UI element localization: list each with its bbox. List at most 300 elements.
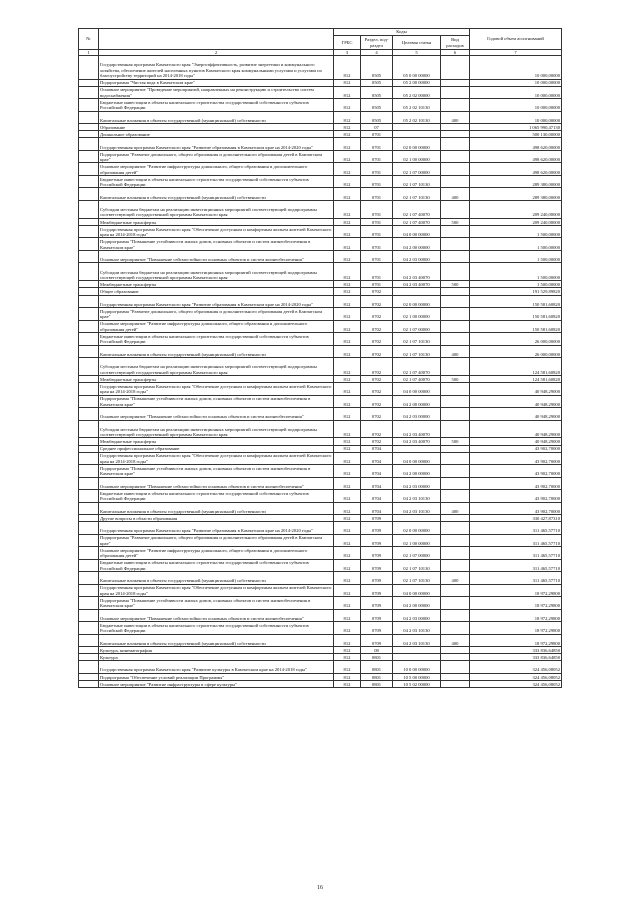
row-razdel: 0801 — [361, 654, 393, 661]
header-sum: Годовой объем ассигнований — [470, 29, 562, 50]
row-name: Субсидии местным бюджетам на реализацию инвестиционных мероприятий соответствующей подпрограммы соответствующей государственной программы Камчатского края — [99, 200, 334, 218]
row-target-article: 04 0 00 00000 — [393, 452, 441, 465]
column-number: 4 — [361, 50, 393, 56]
row-name: Государственная программа Камчатского края "Обеспечение доступным и комфортным жильем жителей Камчатского края на 2014-2018 годы" — [99, 383, 334, 396]
row-sum: 1 500,00000 — [470, 281, 562, 288]
row-sum: 191 529,89820 — [470, 288, 562, 295]
row-target-article: 05 2 02 10130 — [393, 99, 441, 112]
row-name: Основное мероприятие "Повышение сейсмостойкости основных объектов и систем жизнеобеспечения" — [99, 609, 334, 622]
row-name: Межбюджетные трансферты — [99, 281, 334, 288]
row-expense-type — [441, 680, 470, 687]
row-expense-type: 400 — [441, 502, 470, 515]
row-expense-type — [441, 131, 470, 138]
row-sum: 330 427,87310 — [470, 515, 562, 522]
table-row — [79, 395, 562, 408]
row-target-article: 02 1 07 10130 — [393, 559, 441, 572]
row-number — [79, 345, 99, 358]
row-name: Государственная программа Камчатского края "Энергоэффективность, развитие энергетики и коммунального хозяйства, обеспечение жителей населенных пунктов Камчатского края коммунальными услугами и услугами по благоустройству территорий на 2014-2018 годы" — [99, 56, 334, 79]
row-expense-type: 500 — [441, 438, 470, 445]
row-expense-type — [441, 263, 470, 281]
row-target-article: 02 1 00 00000 — [393, 308, 441, 321]
table-row — [79, 308, 562, 321]
row-razdel: 0505 — [361, 111, 393, 124]
budget-table — [78, 28, 562, 688]
row-number — [79, 445, 99, 452]
row-name: Субсидии местным бюджетам на реализацию инвестиционных мероприятий соответствующей подпрограммы соответствующей государственной программы Камчатского края — [99, 358, 334, 376]
row-sum: 10 000,00000 — [470, 86, 562, 99]
table-row — [79, 597, 562, 610]
table-row — [79, 320, 562, 333]
row-grbs: 812 — [334, 163, 361, 176]
row-grbs: 812 — [334, 634, 361, 647]
table-row — [79, 438, 562, 445]
table-row — [79, 86, 562, 99]
row-name: Государственная программа Камчатского края "Обеспечение доступным и комфортным жильем жителей Камчатского края на 2014-2018 годы" — [99, 225, 334, 238]
row-number — [79, 250, 99, 263]
row-target-article: 10 5 02 00000 — [393, 680, 441, 687]
column-number: 5 — [393, 50, 441, 56]
row-razdel: 0702 — [361, 420, 393, 438]
row-razdel: 0702 — [361, 288, 393, 295]
row-razdel: 0709 — [361, 622, 393, 635]
row-name: Государственная программа Камчатского края "Обеспечение доступным и комфортным жильем жителей Камчатского края на 2014-2018 годы" — [99, 452, 334, 465]
row-razdel: 0702 — [361, 383, 393, 396]
row-razdel: 0709 — [361, 547, 393, 560]
row-sum: 18 972,29800 — [470, 584, 562, 597]
row-name: Бюджетные инвестиции в объекты капитального строительства государственной собственности субъектов Российской Федерации — [99, 559, 334, 572]
row-target-article: 04 2 00 00000 — [393, 238, 441, 251]
row-number — [79, 288, 99, 295]
row-expense-type — [441, 308, 470, 321]
table-row — [79, 465, 562, 478]
row-sum: 1 500,00000 — [470, 225, 562, 238]
row-sum: 1 065 990,47130 — [470, 124, 562, 131]
row-name: Основное мероприятие "Повышение сейсмостойкости основных объектов и систем жизнеобеспечения" — [99, 477, 334, 490]
row-name: Межбюджетные трансферты — [99, 438, 334, 445]
row-razdel: 0702 — [361, 358, 393, 376]
row-target-article: 05 2 02 10130 — [393, 111, 441, 124]
table-row — [79, 445, 562, 452]
table-row — [79, 661, 562, 674]
row-razdel: 0505 — [361, 79, 393, 86]
table-row — [79, 218, 562, 225]
row-target-article: 05 0 00 00000 — [393, 56, 441, 79]
row-target-article: 02 0 00 00000 — [393, 138, 441, 151]
row-target-article: 05 2 00 00000 — [393, 79, 441, 86]
row-name: Бюджетные инвестиции в объекты капитального строительства государственной собственности субъектов Российской Федерации — [99, 622, 334, 635]
row-target-article: 02 0 00 00000 — [393, 295, 441, 308]
row-number — [79, 647, 99, 654]
row-name: Основное мероприятие "Развитие инфраструктуры дошкольного, общего образования и дополнительного образования детей" — [99, 320, 334, 333]
row-number — [79, 522, 99, 535]
row-expense-type: 500 — [441, 218, 470, 225]
row-grbs: 812 — [334, 238, 361, 251]
row-sum: 311 465,57710 — [470, 522, 562, 535]
row-razdel: 0701 — [361, 218, 393, 225]
row-target-article: 02 1 07 40070 — [393, 200, 441, 218]
row-sum: 40 948,29000 — [470, 420, 562, 438]
row-expense-type — [441, 56, 470, 79]
table-row — [79, 680, 562, 687]
row-target-article: 02 1 07 10130 — [393, 333, 441, 346]
row-expense-type: 400 — [441, 572, 470, 585]
row-expense-type — [441, 597, 470, 610]
table-row — [79, 502, 562, 515]
row-sum: 43 902,70000 — [470, 452, 562, 465]
row-sum: 311 465,57710 — [470, 559, 562, 572]
row-number — [79, 395, 99, 408]
table-row — [79, 559, 562, 572]
table-row — [79, 138, 562, 151]
row-razdel: 0702 — [361, 375, 393, 382]
row-razdel: 0702 — [361, 395, 393, 408]
row-expense-type — [441, 609, 470, 622]
row-razdel: 0709 — [361, 634, 393, 647]
table-row — [79, 654, 562, 661]
row-razdel: 0709 — [361, 609, 393, 622]
row-grbs: 812 — [334, 124, 361, 131]
row-number — [79, 477, 99, 490]
row-name: Подпрограмма "Повышение устойчивости жилых домов, основных объектов и систем жизнеобеспечения в Камчатском крае" — [99, 465, 334, 478]
table-row — [79, 673, 562, 680]
row-number — [79, 333, 99, 346]
row-grbs: 812 — [334, 345, 361, 358]
row-sum: 209 240,00000 — [470, 200, 562, 218]
row-razdel: 0701 — [361, 138, 393, 151]
row-sum: 18 972,29800 — [470, 634, 562, 647]
row-grbs: 812 — [334, 502, 361, 515]
row-razdel: 0801 — [361, 673, 393, 680]
row-grbs: 812 — [334, 647, 361, 654]
row-expense-type — [441, 465, 470, 478]
row-sum: 311 465,57710 — [470, 547, 562, 560]
row-name: Основное мероприятие "Развитие инфраструктуры дошкольного, общего образования и дополнительного образования детей" — [99, 547, 334, 560]
row-grbs: 812 — [334, 358, 361, 376]
table-row — [79, 288, 562, 295]
table-row — [79, 111, 562, 124]
row-name: Другие вопросы в области образования — [99, 515, 334, 522]
row-name: Основное мероприятие "Развитие инфраструктуры дошкольного, общего образования и дополнительного образования детей" — [99, 163, 334, 176]
row-target-article: 04 2 03 10130 — [393, 622, 441, 635]
row-target-article: 04 2 03 40070 — [393, 438, 441, 445]
row-razdel: 0505 — [361, 86, 393, 99]
row-target-article — [393, 131, 441, 138]
table-row — [79, 150, 562, 163]
row-expense-type — [441, 490, 470, 503]
row-number — [79, 622, 99, 635]
row-sum: 40 948,29000 — [470, 438, 562, 445]
row-name: Межбюджетные трансферты — [99, 375, 334, 382]
row-grbs: 812 — [334, 263, 361, 281]
row-sum: 43 902,70000 — [470, 502, 562, 515]
row-number — [79, 124, 99, 131]
table-row — [79, 175, 562, 188]
row-expense-type — [441, 534, 470, 547]
row-sum: 43 902,70000 — [470, 477, 562, 490]
row-razdel: 0701 — [361, 238, 393, 251]
row-target-article: 04 2 00 00000 — [393, 465, 441, 478]
row-sum: 150 581,60820 — [470, 295, 562, 308]
row-expense-type — [441, 477, 470, 490]
table-row — [79, 647, 562, 654]
row-sum: 43 902,70000 — [470, 445, 562, 452]
row-grbs: 812 — [334, 408, 361, 421]
row-expense-type — [441, 333, 470, 346]
row-expense-type — [441, 547, 470, 560]
header-number: № — [79, 29, 99, 50]
header-razdel: Раздел, под-раздел — [361, 36, 393, 50]
row-grbs: 812 — [334, 465, 361, 478]
row-target-article: 02 1 07 00000 — [393, 320, 441, 333]
row-razdel: 0701 — [361, 225, 393, 238]
table-row — [79, 634, 562, 647]
row-name: Подпрограмма "Повышение устойчивости жилых домов, основных объектов и систем жизнеобеспечения в Камчатском крае" — [99, 597, 334, 610]
row-expense-type — [441, 559, 470, 572]
row-name: Государственная программа Камчатского края "Развитие образования в Камчатском крае на 2014-2020 годы" — [99, 522, 334, 535]
row-name: Капитальные вложения в объекты государственной (муниципальной) собственности — [99, 502, 334, 515]
row-sum: 1 500,00000 — [470, 250, 562, 263]
row-razdel: 0701 — [361, 131, 393, 138]
row-expense-type — [441, 445, 470, 452]
row-name: Культура, кинематография — [99, 647, 334, 654]
row-number — [79, 383, 99, 396]
header-codes: Коды — [334, 29, 470, 36]
row-name: Капитальные вложения в объекты государственной (муниципальной) собственности — [99, 188, 334, 201]
budget-table-page — [78, 28, 561, 688]
row-name: Капитальные вложения в объекты государственной (муниципальной) собственности — [99, 572, 334, 585]
column-number: 7 — [470, 50, 562, 56]
row-grbs: 812 — [334, 420, 361, 438]
row-razdel: 0709 — [361, 597, 393, 610]
row-razdel: 0709 — [361, 522, 393, 535]
row-razdel: 0505 — [361, 99, 393, 112]
row-grbs: 812 — [334, 86, 361, 99]
row-number — [79, 609, 99, 622]
row-target-article: 10 0 00 00000 — [393, 661, 441, 674]
table-row — [79, 79, 562, 86]
row-grbs: 812 — [334, 438, 361, 445]
table-row — [79, 584, 562, 597]
row-expense-type — [441, 138, 470, 151]
row-grbs: 812 — [334, 225, 361, 238]
row-target-article: 02 1 07 00000 — [393, 163, 441, 176]
row-target-article: 04 2 03 10130 — [393, 502, 441, 515]
row-razdel: 0701 — [361, 250, 393, 263]
row-number — [79, 86, 99, 99]
table-row — [79, 238, 562, 251]
row-target-article: 10 5 00 00000 — [393, 673, 441, 680]
row-target-article — [393, 515, 441, 522]
row-number — [79, 673, 99, 680]
row-number — [79, 163, 99, 176]
row-target-article — [393, 288, 441, 295]
row-razdel: 0704 — [361, 502, 393, 515]
table-row — [79, 522, 562, 535]
row-expense-type — [441, 79, 470, 86]
row-razdel: 0701 — [361, 163, 393, 176]
row-grbs: 812 — [334, 654, 361, 661]
row-expense-type — [441, 452, 470, 465]
table-row — [79, 333, 562, 346]
page-number: 16 — [317, 885, 323, 891]
row-razdel: 0704 — [361, 490, 393, 503]
row-number — [79, 597, 99, 610]
row-expense-type — [441, 295, 470, 308]
row-number — [79, 200, 99, 218]
row-number — [79, 559, 99, 572]
row-expense-type: 400 — [441, 345, 470, 358]
row-target-article: 02 1 00 00000 — [393, 534, 441, 547]
row-name: Бюджетные инвестиции в объекты капитального строительства государственной собственности субъектов Российской Федерации — [99, 333, 334, 346]
row-sum: 26 000,00000 — [470, 345, 562, 358]
row-name: Подпрограмма "Развитие дошкольного, общего образования и дополнительного образования детей в Камчатском крае" — [99, 150, 334, 163]
row-number — [79, 661, 99, 674]
row-number — [79, 263, 99, 281]
row-expense-type — [441, 175, 470, 188]
row-razdel: 0801 — [361, 661, 393, 674]
table-row — [79, 408, 562, 421]
row-number — [79, 547, 99, 560]
row-name: Подпрограмма "Повышение устойчивости жилых домов, основных объектов и систем жизнеобеспечения в Камчатском крае" — [99, 238, 334, 251]
row-grbs: 812 — [334, 622, 361, 635]
row-sum: 150 581,60820 — [470, 320, 562, 333]
row-grbs: 812 — [334, 308, 361, 321]
row-name: Бюджетные инвестиции в объекты капитального строительства государственной собственности субъектов Российской Федерации — [99, 490, 334, 503]
row-razdel: 0709 — [361, 534, 393, 547]
row-sum: 311 465,57710 — [470, 534, 562, 547]
row-expense-type — [441, 647, 470, 654]
row-number — [79, 420, 99, 438]
row-grbs: 812 — [334, 673, 361, 680]
row-target-article: 02 1 07 10130 — [393, 345, 441, 358]
row-razdel: 0709 — [361, 515, 393, 522]
table-row — [79, 200, 562, 218]
row-target-article — [393, 124, 441, 131]
row-razdel: 0709 — [361, 559, 393, 572]
row-target-article: 04 2 00 00000 — [393, 395, 441, 408]
row-razdel: 0702 — [361, 295, 393, 308]
table-row — [79, 263, 562, 281]
row-name: Образование — [99, 124, 334, 131]
row-number — [79, 99, 99, 112]
row-sum: 311 465,57710 — [470, 572, 562, 585]
row-number — [79, 295, 99, 308]
row-name: Государственная программа Камчатского края "Развитие образования в Камчатском крае на 2014-2020 годы" — [99, 295, 334, 308]
row-sum: 333 836,64850 — [470, 654, 562, 661]
table-row — [79, 163, 562, 176]
row-target-article: 02 1 07 10130 — [393, 175, 441, 188]
row-number — [79, 188, 99, 201]
row-razdel: 0709 — [361, 572, 393, 585]
row-target-article: 02 0 00 00000 — [393, 522, 441, 535]
row-number — [79, 225, 99, 238]
row-target-article — [393, 647, 441, 654]
row-sum: 40 948,29000 — [470, 408, 562, 421]
row-name: Субсидии местным бюджетам на реализацию инвестиционных мероприятий соответствующей подпрограммы соответствующей государственной программы Камчатского края — [99, 263, 334, 281]
table-row — [79, 534, 562, 547]
row-sum: 150 581,60820 — [470, 308, 562, 321]
row-grbs: 812 — [334, 584, 361, 597]
row-sum: 43 902,70000 — [470, 490, 562, 503]
row-expense-type — [441, 522, 470, 535]
row-number — [79, 408, 99, 421]
row-razdel: 0702 — [361, 438, 393, 445]
row-target-article: 04 0 00 00000 — [393, 383, 441, 396]
row-razdel: 0701 — [361, 200, 393, 218]
row-target-article: 02 1 07 00000 — [393, 547, 441, 560]
table-row — [79, 281, 562, 288]
row-expense-type — [441, 584, 470, 597]
row-number — [79, 502, 99, 515]
row-grbs: 812 — [334, 534, 361, 547]
row-sum: 324 456,08052 — [470, 673, 562, 680]
row-sum: 124 581,60820 — [470, 375, 562, 382]
row-grbs: 812 — [334, 281, 361, 288]
table-row — [79, 375, 562, 382]
row-target-article: 04 2 03 10130 — [393, 634, 441, 647]
table-row — [79, 452, 562, 465]
row-expense-type: 400 — [441, 188, 470, 201]
row-grbs: 812 — [334, 609, 361, 622]
row-name: Подпрограмма "Развитие дошкольного, общего образования и дополнительного образования детей в Камчатском крае" — [99, 308, 334, 321]
row-name: Государственная программа Камчатского края "Развитие культуры в Камчатском крае на 2014-2018 годы" — [99, 661, 334, 674]
row-razdel: 07 — [361, 124, 393, 131]
row-sum: 43 902,70000 — [470, 465, 562, 478]
table-row — [79, 345, 562, 358]
header-name — [99, 29, 334, 50]
row-sum: 26 000,00000 — [470, 333, 562, 346]
row-expense-type: 400 — [441, 111, 470, 124]
row-grbs: 812 — [334, 383, 361, 396]
row-target-article: 04 2 03 10130 — [393, 490, 441, 503]
table-row — [79, 124, 562, 131]
row-number — [79, 515, 99, 522]
table-row — [79, 515, 562, 522]
row-expense-type — [441, 383, 470, 396]
row-number — [79, 131, 99, 138]
row-name: Субсидии местным бюджетам на реализацию инвестиционных мероприятий соответствующей подпрограммы соответствующей государственной программы Камчатского края — [99, 420, 334, 438]
table-row — [79, 622, 562, 635]
row-sum: 18 972,29800 — [470, 597, 562, 610]
row-grbs: 812 — [334, 56, 361, 79]
row-name: Межбюджетные трансферты — [99, 218, 334, 225]
row-sum: 324 456,08052 — [470, 661, 562, 674]
table-row — [79, 547, 562, 560]
row-grbs: 812 — [334, 597, 361, 610]
row-sum: 10 000,00000 — [470, 79, 562, 86]
row-sum: 289 380,00000 — [470, 175, 562, 188]
row-razdel: 0702 — [361, 333, 393, 346]
row-razdel: 0701 — [361, 150, 393, 163]
row-grbs: 812 — [334, 477, 361, 490]
row-expense-type — [441, 408, 470, 421]
row-target-article: 04 2 03 40070 — [393, 263, 441, 281]
row-number — [79, 175, 99, 188]
row-razdel: 0701 — [361, 263, 393, 281]
table-row — [79, 420, 562, 438]
row-grbs: 812 — [334, 522, 361, 535]
row-sum: 324 456,08052 — [470, 680, 562, 687]
row-razdel: 08 — [361, 647, 393, 654]
row-target-article: 04 0 00 00000 — [393, 225, 441, 238]
row-razdel: 0702 — [361, 345, 393, 358]
row-name: Дошкольное образование — [99, 131, 334, 138]
row-name: Основное мероприятие "Повышение сейсмостойкости основных объектов и систем жизнеобеспечения" — [99, 408, 334, 421]
row-sum: 209 240,00000 — [470, 218, 562, 225]
row-grbs: 812 — [334, 333, 361, 346]
row-grbs: 812 — [334, 559, 361, 572]
row-grbs: 812 — [334, 218, 361, 225]
